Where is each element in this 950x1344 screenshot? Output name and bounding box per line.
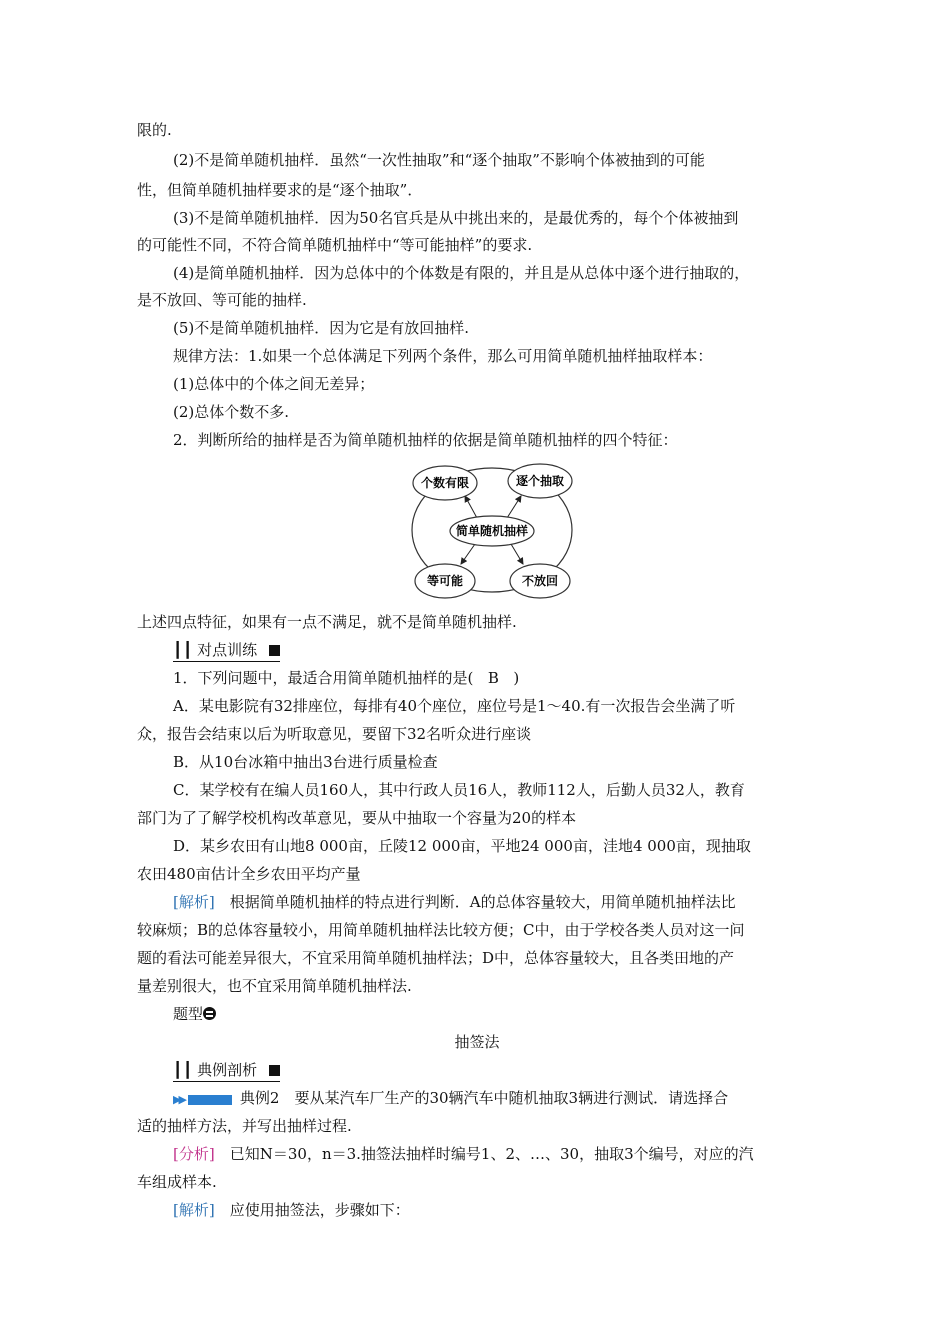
text-line: (2)总体个数不多. xyxy=(173,403,290,421)
type-label: 题型 xyxy=(173,1005,204,1023)
text-line: 的可能性不同，不符合简单随机抽样中“等可能抽样”的要求. xyxy=(137,236,533,254)
text-line: (3)不是简单随机抽样．因为50名官兵是从中挑出来的，是最优秀的，每个个体被抽到 xyxy=(173,209,739,227)
question-text-end: ) xyxy=(513,669,520,687)
analysis-text: 应使用抽签法，步骤如下： xyxy=(229,1201,410,1219)
fenxi-line: 车组成样本. xyxy=(137,1173,217,1191)
question-text: 1．下列问题中，最适合用简单随机抽样的是( xyxy=(173,669,474,687)
center-label: 简单随机抽样 xyxy=(455,524,529,538)
analysis-line: 量差别很大，也不宜采用简单随机抽样法. xyxy=(137,977,412,995)
type-heading xyxy=(173,1004,817,1024)
label-bottom-right: 不放回 xyxy=(521,574,559,588)
option-a-cont: 众，报告会结束以后为听取意见，要留下32名听众进行座谈 xyxy=(137,725,532,743)
question-answer: B xyxy=(487,669,499,687)
arrow-bottom-right xyxy=(511,544,523,564)
analysis-line: 较麻烦；B的总体容量较小，用简单随机抽样法比较方便；C中，由于学校各类人员对这一问 xyxy=(137,921,745,939)
option-d-cont: 农田480亩估计全乡农田平均产量 xyxy=(137,865,361,883)
arrow-top-right xyxy=(507,496,521,518)
analysis-tag: [解析] xyxy=(173,893,215,911)
fenxi-text: 已知N＝30，n＝3.抽签法抽样时编号1、2、…、30，抽取3个编号，对应的汽 xyxy=(229,1145,754,1163)
analysis-line: 题的看法可能差异很大，不宜采用简单随机抽样法；D中，总体容量较大，且各类田地的产 xyxy=(137,949,735,967)
text-line: 上述四点特征，如果有一点不满足，就不是简单随机抽样. xyxy=(137,613,517,631)
example-line: 适的抽样方法，并写出抽样过程. xyxy=(137,1117,352,1135)
analysis-tag: [解析] xyxy=(173,1201,215,1219)
option-c: C．某学校有在编人员160人，其中行政人员16人，教师112人，后勤人员32人，教育 xyxy=(173,781,745,799)
analysis2-line xyxy=(173,1200,817,1220)
header-bars: ┃┃ xyxy=(173,641,194,659)
label-top-left: 个数有限 xyxy=(420,476,470,490)
text-line: 是不放回、等可能的抽样. xyxy=(137,291,307,309)
example-text: 典例2 要从某汽车厂生产的30辆汽车中随机抽取3辆进行测试．请选择合 xyxy=(239,1089,729,1107)
analysis-text: 根据简单随机抽样的特点进行判断．A的总体容量较大，用简单随机抽样法比 xyxy=(229,893,736,911)
text-line: 2．判断所给的抽样是否为简单随机抽样的依据是简单随机抽样的四个特征： xyxy=(173,431,678,449)
square-icon xyxy=(269,1065,280,1076)
label-top-right: 逐个抽取 xyxy=(515,474,565,488)
option-b: B．从10台冰箱中抽出3台进行质量检查 xyxy=(173,753,438,771)
header-title: 对点训练 xyxy=(197,641,258,659)
section-header-example xyxy=(173,1060,817,1082)
text-line: (1)总体中的个体之间无差异； xyxy=(173,375,375,393)
text-line: (5)不是简单随机抽样．因为它是有放回抽样. xyxy=(173,319,470,337)
option-a: A．某电影院有32排座位，每排有40个座位，座位号是1～40.有一次报告会坐满了听 xyxy=(173,697,736,715)
label-bottom-left: 等可能 xyxy=(426,574,464,588)
numeral-three-icon xyxy=(203,1007,216,1020)
text-line: 性，但简单随机抽样要求的是“逐个抽取”． xyxy=(137,181,423,199)
text-line: 限的. xyxy=(137,121,172,139)
question-stem xyxy=(173,668,817,688)
text-line: (2)不是简单随机抽样．虽然“一次性抽取”和“逐个抽取”不影响个体被抽到的可能 xyxy=(173,151,705,169)
double-arrow-icon: ▶▶ xyxy=(173,1093,184,1106)
header-title: 典例剖析 xyxy=(197,1061,258,1079)
option-c-cont: 部门为了了解学校机构改革意见，要从中抽取一个容量为20的样本 xyxy=(137,809,577,827)
square-icon xyxy=(269,645,280,656)
text-line: (4)是简单随机抽样．因为总体中的个体数是有限的，并且是从总体中逐个进行抽取的， xyxy=(173,264,750,282)
section-header-practice xyxy=(173,640,817,662)
arrow-bottom-left xyxy=(461,544,475,564)
sampling-features-diagram xyxy=(407,460,577,600)
arrow-top-left xyxy=(465,496,477,518)
analysis-line xyxy=(173,892,817,912)
section-title: 抽签法 xyxy=(454,1033,500,1051)
option-d: D．某乡农田有山地8 000亩，丘陵12 000亩，平地24 000亩，洼地4 000亩，现抽取 xyxy=(173,837,751,855)
example-line xyxy=(173,1088,817,1110)
fenxi-line xyxy=(173,1144,817,1164)
fenxi-tag: [分析] xyxy=(173,1145,215,1163)
example-badge xyxy=(173,1090,232,1110)
header-bars: ┃┃ xyxy=(173,1061,194,1079)
text-line: 规律方法：1.如果一个总体满足下列两个条件，那么可用简单随机抽样抽取样本： xyxy=(173,347,713,365)
